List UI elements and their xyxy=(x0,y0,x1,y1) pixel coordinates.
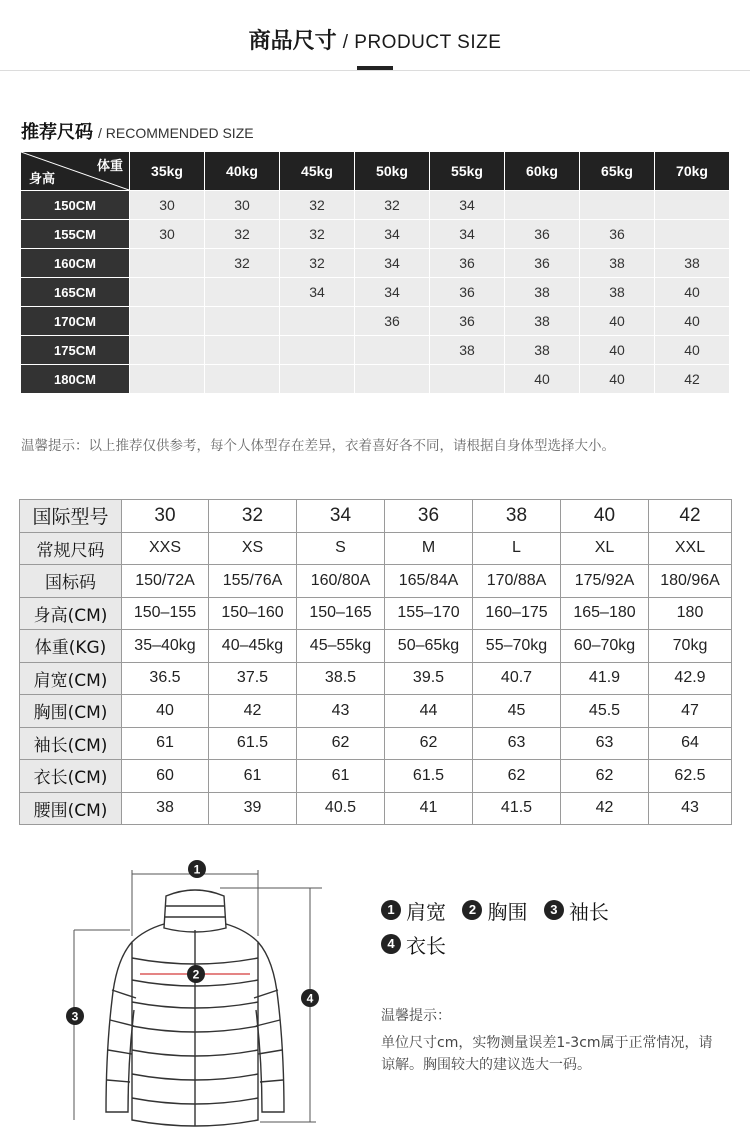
table-row xyxy=(20,500,732,533)
marker-2 xyxy=(187,965,205,983)
height-label: 170CM xyxy=(21,307,130,336)
size-cell: 38 xyxy=(580,278,655,307)
table-cell: 38.5 xyxy=(297,662,385,695)
legend-number: 2 xyxy=(462,900,482,920)
size-cell: 34 xyxy=(355,278,430,307)
size-cell xyxy=(355,336,430,365)
legend-item xyxy=(544,894,609,926)
size-cell: 34 xyxy=(355,220,430,249)
legend-number: 1 xyxy=(381,900,401,920)
size-cell: 40 xyxy=(655,278,730,307)
size-cell: 36 xyxy=(580,220,655,249)
table-cell: 43 xyxy=(297,695,385,728)
size-cell: 38 xyxy=(430,336,505,365)
size-cell xyxy=(505,191,580,220)
row-label: 国际型号 xyxy=(20,500,122,533)
table-row xyxy=(20,532,732,565)
table-cell: 39 xyxy=(209,792,297,825)
size-cell: 36 xyxy=(430,307,505,336)
table-cell: 63 xyxy=(473,727,561,760)
size-cell: 40 xyxy=(580,365,655,394)
size-cell xyxy=(280,336,355,365)
marker-2-text: 2 xyxy=(192,967,200,982)
row-label: 体重(KG) xyxy=(20,630,122,663)
weight-header: 70kg xyxy=(655,152,730,191)
table-cell: 150–160 xyxy=(209,597,297,630)
row-label: 袖长(CM) xyxy=(20,727,122,760)
size-cell: 40 xyxy=(580,336,655,365)
table-cell: XS xyxy=(209,532,297,565)
row-label: 胸围(CM) xyxy=(20,695,122,728)
legend-label: 袖长 xyxy=(568,899,609,924)
table-row xyxy=(20,695,732,728)
legend-item xyxy=(381,928,446,960)
weight-header: 40kg xyxy=(205,152,280,191)
table-cell: 160–175 xyxy=(473,597,561,630)
size-cell: 38 xyxy=(505,336,580,365)
table-row xyxy=(21,191,730,220)
table-cell: 47 xyxy=(649,695,732,728)
size-cell xyxy=(205,278,280,307)
note-body: 单位尺寸cm，实物测量误差1-3cm属于正常情况，请谅解。胸围较大的建议选大一码。 xyxy=(381,1035,713,1073)
size-cell: 36 xyxy=(355,307,430,336)
table-row xyxy=(20,662,732,695)
table-cell: XXS xyxy=(122,532,209,565)
size-cell xyxy=(130,249,205,278)
table-row xyxy=(21,249,730,278)
row-label: 常规尺码 xyxy=(20,532,122,565)
size-cell: 42 xyxy=(655,365,730,394)
legend-label: 胸围 xyxy=(487,899,528,924)
table-cell: 61 xyxy=(209,760,297,793)
size-cell: 32 xyxy=(280,249,355,278)
legend-item xyxy=(381,894,446,926)
table-row xyxy=(21,365,730,394)
size-cell: 30 xyxy=(205,191,280,220)
table-row xyxy=(20,597,732,630)
height-label: 165CM xyxy=(21,278,130,307)
table-cell: 60–70kg xyxy=(561,630,649,663)
weight-header: 45kg xyxy=(280,152,355,191)
table-row xyxy=(21,336,730,365)
table-cell: 170/88A xyxy=(473,565,561,598)
recommendation-tip: 温馨提示：以上推荐仅供参考，每个人体型存在差异，衣着喜好各不同，请根据自身体型选择大小。 xyxy=(21,438,615,454)
table-row xyxy=(20,727,732,760)
table-cell: 40.7 xyxy=(473,662,561,695)
table-cell: 62 xyxy=(473,760,561,793)
page-title xyxy=(0,24,750,55)
corner-weight-label: 体重 xyxy=(96,159,123,174)
measurement-legend xyxy=(381,894,621,962)
size-cell xyxy=(280,365,355,394)
page-title-zh: 商品尺寸 xyxy=(248,29,337,54)
size-cell: 32 xyxy=(280,220,355,249)
table-row xyxy=(21,307,730,336)
table-cell: 42 xyxy=(209,695,297,728)
table-cell: 44 xyxy=(385,695,473,728)
table-cell: 160/80A xyxy=(297,565,385,598)
title-underline xyxy=(357,66,393,70)
row-label: 腰围(CM) xyxy=(20,792,122,825)
table-cell: 38 xyxy=(473,500,561,533)
corner-height-label: 身高 xyxy=(29,172,56,187)
table-cell: 150–165 xyxy=(297,597,385,630)
table-cell: 64 xyxy=(649,727,732,760)
table-cell: 60 xyxy=(122,760,209,793)
size-cell: 34 xyxy=(280,278,355,307)
jacket-measurement-diagram xyxy=(60,850,350,1140)
legend-label: 肩宽 xyxy=(406,899,446,924)
size-cell: 36 xyxy=(505,249,580,278)
marker-4 xyxy=(301,989,319,1007)
size-cell: 40 xyxy=(580,307,655,336)
recommended-size-table xyxy=(20,151,730,394)
size-cell xyxy=(280,307,355,336)
recommended-title-zh: 推荐尺码 xyxy=(21,122,93,143)
table-cell: XL xyxy=(561,532,649,565)
size-chart-table xyxy=(19,499,732,825)
table-row xyxy=(21,278,730,307)
table-cell: 41.9 xyxy=(561,662,649,695)
table-cell: 37.5 xyxy=(209,662,297,695)
marker-3 xyxy=(66,1007,84,1025)
marker-4-text: 4 xyxy=(306,991,314,1006)
table-cell: 175/92A xyxy=(561,565,649,598)
size-cell: 32 xyxy=(280,191,355,220)
table-corner xyxy=(21,152,130,191)
table-cell: 41 xyxy=(385,792,473,825)
table-cell: 34 xyxy=(297,500,385,533)
row-label: 国标码 xyxy=(20,565,122,598)
table-row xyxy=(20,630,732,663)
weight-header: 60kg xyxy=(505,152,580,191)
weight-header: 55kg xyxy=(430,152,505,191)
table-cell: 42 xyxy=(649,500,732,533)
table-cell: M xyxy=(385,532,473,565)
table-cell: 70kg xyxy=(649,630,732,663)
table-cell: 30 xyxy=(122,500,209,533)
page-header xyxy=(0,0,750,71)
table-row xyxy=(20,792,732,825)
table-cell: 40 xyxy=(561,500,649,533)
table-cell: 150–155 xyxy=(122,597,209,630)
size-cell: 36 xyxy=(505,220,580,249)
recommended-title-en: / RECOMMENDED SIZE xyxy=(98,125,254,141)
height-label: 180CM xyxy=(21,365,130,394)
size-cell xyxy=(130,278,205,307)
size-cell xyxy=(205,307,280,336)
table-cell: 180/96A xyxy=(649,565,732,598)
table-cell: 45–55kg xyxy=(297,630,385,663)
legend-label: 衣长 xyxy=(406,933,446,958)
size-cell: 30 xyxy=(130,191,205,220)
table-cell: 165–180 xyxy=(561,597,649,630)
marker-1-text: 1 xyxy=(193,862,201,877)
table-cell: XXL xyxy=(649,532,732,565)
size-cell xyxy=(655,220,730,249)
table-cell: 62 xyxy=(561,760,649,793)
table-row xyxy=(20,760,732,793)
recommended-size-title xyxy=(21,118,254,144)
row-label: 肩宽(CM) xyxy=(20,662,122,695)
table-cell: 61.5 xyxy=(385,760,473,793)
size-cell: 32 xyxy=(205,220,280,249)
marker-3-text: 3 xyxy=(71,1009,79,1024)
weight-header: 50kg xyxy=(355,152,430,191)
table-cell: 62 xyxy=(385,727,473,760)
size-cell xyxy=(205,336,280,365)
size-cell: 34 xyxy=(430,191,505,220)
table-cell: 62 xyxy=(297,727,385,760)
jacket-illustration xyxy=(106,890,284,1126)
table-cell: 180 xyxy=(649,597,732,630)
table-cell: 35–40kg xyxy=(122,630,209,663)
size-cell xyxy=(130,365,205,394)
size-cell: 36 xyxy=(430,278,505,307)
note-title: 温馨提示： xyxy=(381,1008,451,1024)
size-cell: 40 xyxy=(655,336,730,365)
legend-number: 4 xyxy=(381,934,401,954)
size-cell: 34 xyxy=(355,249,430,278)
size-cell: 40 xyxy=(505,365,580,394)
table-row xyxy=(20,565,732,598)
table-cell: 50–65kg xyxy=(385,630,473,663)
table-cell: 40–45kg xyxy=(209,630,297,663)
height-label: 160CM xyxy=(21,249,130,278)
table-cell: 155/76A xyxy=(209,565,297,598)
table-cell: 155–170 xyxy=(385,597,473,630)
size-cell: 38 xyxy=(505,307,580,336)
size-cell xyxy=(130,307,205,336)
size-cell: 36 xyxy=(430,249,505,278)
table-cell: 36.5 xyxy=(122,662,209,695)
weight-header: 35kg xyxy=(130,152,205,191)
table-cell: 32 xyxy=(209,500,297,533)
table-cell: 62.5 xyxy=(649,760,732,793)
table-cell: 61.5 xyxy=(209,727,297,760)
table-cell: 42 xyxy=(561,792,649,825)
table-cell: 40 xyxy=(122,695,209,728)
marker-1 xyxy=(188,860,206,878)
table-cell: 40.5 xyxy=(297,792,385,825)
weight-header: 65kg xyxy=(580,152,655,191)
table-cell: 43 xyxy=(649,792,732,825)
table-cell: 45.5 xyxy=(561,695,649,728)
table-cell: 42.9 xyxy=(649,662,732,695)
size-cell xyxy=(430,365,505,394)
height-label: 155CM xyxy=(21,220,130,249)
size-cell: 40 xyxy=(655,307,730,336)
table-cell: 61 xyxy=(122,727,209,760)
size-cell: 32 xyxy=(355,191,430,220)
legend-item xyxy=(462,894,527,926)
size-cell xyxy=(355,365,430,394)
table-cell: 55–70kg xyxy=(473,630,561,663)
table-row xyxy=(21,220,730,249)
size-cell xyxy=(205,365,280,394)
size-cell: 32 xyxy=(205,249,280,278)
table-cell: 39.5 xyxy=(385,662,473,695)
table-cell: 41.5 xyxy=(473,792,561,825)
page-title-en: / PRODUCT SIZE xyxy=(342,32,502,53)
height-label: 175CM xyxy=(21,336,130,365)
table-cell: S xyxy=(297,532,385,565)
table-cell: L xyxy=(473,532,561,565)
table-cell: 63 xyxy=(561,727,649,760)
table-cell: 38 xyxy=(122,792,209,825)
table-cell: 61 xyxy=(297,760,385,793)
row-label: 衣长(CM) xyxy=(20,760,122,793)
table-cell: 150/72A xyxy=(122,565,209,598)
size-cell xyxy=(130,336,205,365)
table-cell: 45 xyxy=(473,695,561,728)
size-cell: 38 xyxy=(505,278,580,307)
row-label: 身高(CM) xyxy=(20,597,122,630)
size-cell xyxy=(580,191,655,220)
size-cell: 34 xyxy=(430,220,505,249)
measurement-guides xyxy=(71,870,322,1122)
size-cell: 38 xyxy=(580,249,655,278)
table-cell: 165/84A xyxy=(385,565,473,598)
size-cell: 38 xyxy=(655,249,730,278)
height-label: 150CM xyxy=(21,191,130,220)
size-cell: 30 xyxy=(130,220,205,249)
size-cell xyxy=(655,191,730,220)
table-cell: 36 xyxy=(385,500,473,533)
legend-number: 3 xyxy=(544,900,564,920)
